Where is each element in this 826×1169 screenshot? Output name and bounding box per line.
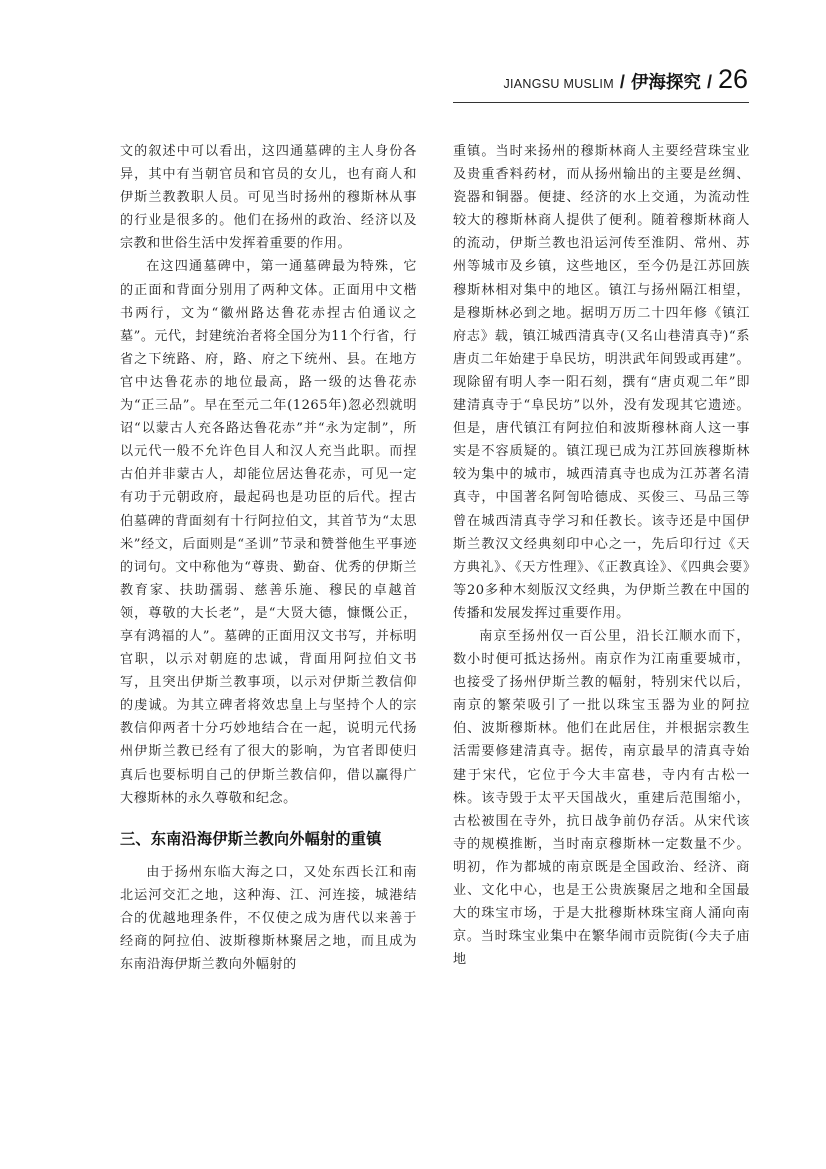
paragraph: 在这四通墓碑中，第一通墓碑最为特殊，它的正面和背面分别用了两种文体。正面用中文楷书两行，文为“徽州路达鲁花赤捏古伯通议之墓”。元代，封建统治者将全国分为11个行省，行省之下统路、府，路、府之下统州、县。在地方官中达鲁花赤的地位最高，路一级的达鲁花赤为“正三品”。早在至元二年(1265年)忽必烈就明诏“以蒙古人充各路达鲁花赤”并“永为定制”，所以元代一般不允许色目人和汉人充当此职。而捏古伯并非蒙古人，却能位居达鲁花赤，可见一定有功于元朝政府，最起码也是功臣的后代。捏古伯墓碑的背面刻有十行阿拉伯文，其首节为“太思米”经文，后面则是“圣训”节录和赞誉他生平事迹的词句。文中称他为“尊贵、勤奋、优秀的伊斯兰教育家、扶助孺弱、慈善乐施、穆民的卓越首领，尊敬的大长老”，是“大贤大德，慷慨公正，享有鸿福的人”。墓碑的正面用汉文书写，并标明官职，以示对朝庭的忠诚，背面用阿拉伯文书写，且突出伊斯兰教事项，以示对伊斯兰教信仰的虔诚。为其立碑者将效忠皇上与坚持个人的宗教信仰两者十分巧妙地结合在一起，说明元代扬州伊斯兰教已经有了很大的影响，为官者即使归真后也要标明自己的伊斯兰教信仰，借以赢得广大穆斯林的永久尊敬和纪念。 [120,259,417,806]
right-column [453,140,750,971]
paragraph: 重镇。当时来扬州的穆斯林商人主要经营珠宝业及贵重香料药材，而从扬州输出的主要是丝绸、瓷器和铜器。便捷、经济的水上交通，为流动性较大的穆斯林商人提供了便利。随着穆斯林商人的流动，伊斯兰教也沿运河传至淮阴、常州、苏州等城市及乡镇，这些地区，至今仍是江苏回族穆斯林相对集中的地区。镇江与扬州隔江相望，是穆斯林必到之地。据明万历二十四年修《镇江府志》载，镇江城西清真寺(又名山巷清真寺)“系唐贞二年始建于阜民坊，明洪武年间毁或再建”。现除留有明人李一阳石刻，撰有“唐贞观二年”即建清真寺于“阜民坊”以外，没有发现其它遗迹。但是，唐代镇江有阿拉伯和波斯穆林商人这一事实是不容质疑的。镇江现已成为江苏回族穆斯林较为集中的城市，城西清真寺也成为江苏著名清真寺，中国著名阿訇哈德成、买俊三、马品三等曾在城西清真寺学习和任教长。该寺还是中国伊斯兰教汉文经典刻印中心之一，先后印行过《天方典礼》、《天方性理》、《正教真诠》、《四典会要》等20多种木刻版汉文经典，为伊斯兰教在中国的传播和发展发挥过重要作用。 [453,144,750,621]
section-heading: 三、东南沿海伊斯兰教向外幅射的重镇 [120,829,382,848]
column-title: 伊海探究 [630,73,701,93]
magazine-english-title: JIANGSU MUSLIM [503,77,614,91]
header-separator: / [706,72,712,92]
paragraph: 南京至扬州仅一百公里，沿长江顺水而下，数小时便可抵达扬州。南京作为江南重要城市，也接受了扬州伊斯兰教的幅射，特别宋代以后，南京的繁荣吸引了一批以珠宝玉器为业的阿拉伯、波斯穆斯林。他们在此居住，并根据宗教生活需要修建清真寺。据传，南京最早的清真寺始建于宋代，它位于今大丰富巷，寺内有古松一株。该寺毁于太平天国战火，重建后范围缩小，古松被围在寺外，抗日战争前仍存活。从宋代该寺的规模推断，当时南京穆斯林一定数量不少。明初，作为都城的南京既是全国政治、经济、商业、文化中心，也是王公贵族聚居之地和全国最大的珠宝市场，于是大批穆斯林珠宝商人涌向南京。当时珠宝业集中在繁华闹市贡院街(今夫子庙地 [453,628,750,968]
page-number: 26 [717,64,748,94]
paragraph: 文的叙述中可以看出，这四通墓碑的主人身份各异，其中有当朝官员和官员的女儿，也有商人和伊斯兰教教职人员。可见当时扬州的穆斯林从事的行业是很多的。他们在扬州的政治、经济以及宗教和世俗生活中发挥着重要的作用。 [120,144,417,252]
running-header [503,64,748,100]
header-rule [453,102,749,103]
header-separator: / [619,72,625,92]
left-column [120,140,417,976]
paragraph: 由于扬州东临大海之口，又处东西长江和南北运河交汇之地，这种海、江、河连接，城港结合的优越地理条件，不仅使之成为唐代以来善于经商的阿拉伯、波斯穆斯林聚居之地，而且成为东南沿海伊斯兰教向外幅射的 [120,864,417,973]
